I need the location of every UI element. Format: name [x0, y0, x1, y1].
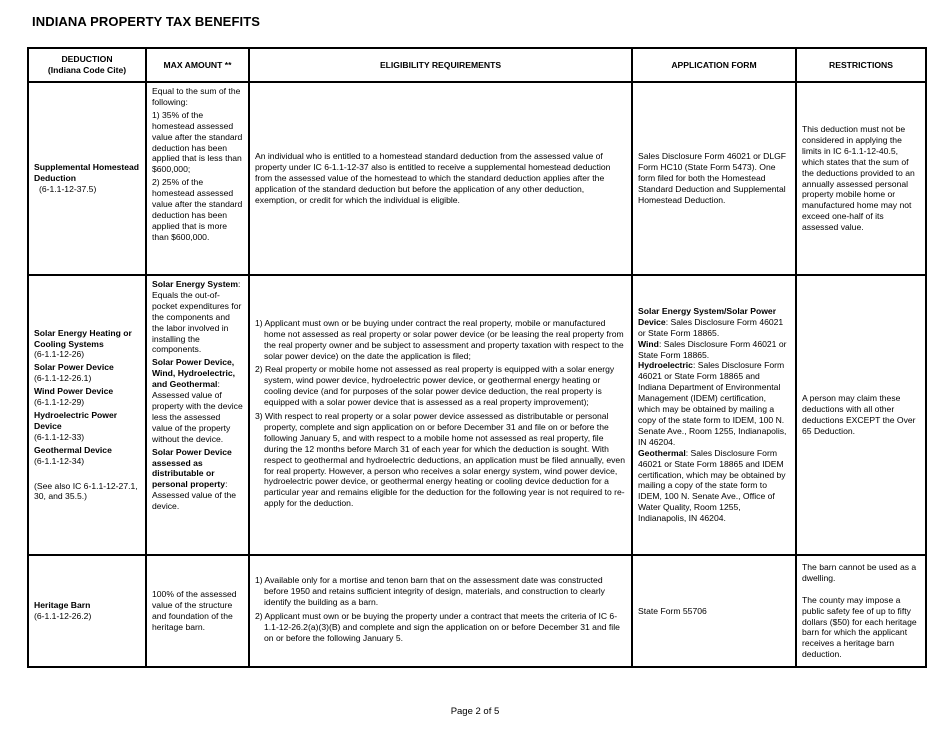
- list-item: 1) Applicant must own or be buying under contract the real property, mobile or manufactured home not assessed as real property or solar power device (or be leasing the real property from the real property owner and be subject to assessment and property taxation with respect to the solar power device) on the date the application is filed;: [255, 317, 624, 361]
- max-amount-cell: Equal to the sum of the following: 1) 35% of the homestead assessed value after the standard deduction has been applied that is less than $600,000; 2) 25% of the homestead assessed value after the standard deduction has been applied that is more than $600,000.: [146, 82, 249, 275]
- restrictions-cell: A person may claim these deductions with all other deductions EXCEPT the Over 65 Deduction.: [796, 275, 926, 555]
- application-form-cell: Sales Disclosure Form 46021 or DLGF Form HC10 (State Form 5473). One form filed for both the Homestead Standard Deduction and Supplemental Homestead Deduction.: [632, 82, 796, 275]
- table-row: [28, 275, 926, 555]
- list-item: 2) Applicant must own or be buying the property under a contract that meets the criteria of IC 6-1.1-12-26.2(a)(3)(B) and complete and sign the application on or before December 31 and file on or before the following January 5.: [255, 611, 620, 643]
- list-item: 1) Available only for a mortise and tenon barn that on the assessment date was constructed before 1950 and retains sufficient integrity of design, materials, and construction to clearly identify the building as a barn.: [255, 575, 605, 608]
- see-also: (See also IC 6-1.1-12-27.1, 30, and 35.5.): [34, 480, 138, 502]
- list-item: 3) With respect to real property or a solar power device assessed as distributable or personal property, complete and sign application on or before December 31 and file on or before the following January 5, and with respect to a mobile home not assessed as real property, file during the 12 months before March 31 of each year for which the deduction is sought. With respect to geothermal and hydroelectric deductions, an application must be filed annually, even for real property. However, a person who receives a solar energy system, wind power device, hydroelectric power device, or geothermal energy heating or cooling device deduction for a particular year and remains eligible for the deduction for the following year is not required to re-apply for the deduction.: [255, 411, 625, 509]
- restrictions-cell: The barn cannot be used as a dwelling. The county may impose a public safety fee of up to fifty dollars ($50) for each heritage barn for which the applicant receives a heritage barn deduction.: [796, 555, 926, 667]
- eligibility-cell: An individual who is entitled to a homestead standard deduction from the assessed value of property under IC 6-1.1-12-37 also is entitled to receive a supplemental homestead deduction from the assessed value of the homestead to which the standard deduction applies after the application of the standard deduction but before the application of any other deduction, exemption, or credit for which the individual is eligible.: [249, 82, 632, 275]
- benefits-table: [27, 47, 927, 668]
- max-amount-cell: Solar Energy System: Equals the out-of-pocket expenditures for the components and the labor involved in installing the components. Solar Power Device, Wind, Hydroelectric, and Geothermal: Assessed value of property with the device less the assessed value of the property without the device. Solar Power Device assessed as distributable or personal property: Assessed value of the device.: [146, 275, 249, 555]
- application-form-cell: Solar Energy System/Solar Power Device: Sales Disclosure Form 46021 or State Form 18865. Wind: Sales Disclosure Form 46021 or State Form 18865. Hydroelectric: Sales Disclosure Form 46021 or State Form 18865 and Indiana Department of Environmental Management (IDEM) certification, which may be obtained by mailing a copy of the state form to IDEM, 100 N. Senate Ave., Room 1255, Indianapolis, IN 46204. Geothermal: Sales Disclosure Form 46021 or State Form 18865 and IDEM certification, which may be obtained by mailing a copy of the state form to IDEM, 100 N. Senate Ave., Office of Water Quality, Room 1255, Indianapolis, IN 46204.: [632, 275, 796, 555]
- eligibility-cell: [249, 275, 632, 555]
- list-item: 2) Real property or mobile home not assessed as real property is equipped with a solar energy system, wind power device, hydroelectric power device, or geothermal energy heating or cooling device (and for purposes of the solar power device deduction, the real property is equipped with a solar power device that is assessed as a real property improvement);: [255, 364, 615, 408]
- page-number: Page 2 of 5: [450, 706, 500, 717]
- deduction-name: Supplemental Homestead Deduction: [34, 162, 140, 184]
- deduction-cite: (6-1.1-12-37.5): [39, 183, 97, 194]
- header-application-form: APPLICATION FORM: [632, 48, 796, 82]
- deduction-cell: [28, 82, 146, 275]
- deduction-cell: Solar Energy Heating or Cooling Systems (6-1.1-12-26) Solar Power Device (6-1.1-12-26.1) Wind Power Device (6-1.1-12-29) Hydroelectric Power Device (6-1.1-12-33) Geothermal Device (6-1.1-12-34) (See also IC 6-1.1-12-27.1, 30, and 35.5.): [28, 275, 146, 555]
- header-max-amount: MAX AMOUNT **: [146, 48, 249, 82]
- application-form-cell: State Form 55706: [632, 555, 796, 667]
- header-eligibility: ELIGIBILITY REQUIREMENTS: [249, 48, 632, 82]
- header-row: [28, 48, 926, 82]
- header-restrictions: RESTRICTIONS: [796, 48, 926, 82]
- restrictions-cell: This deduction must not be considered in applying the limits in IC 6-1.1-12-40.5, which states that the sum of the deductions provided to an annually assessed personal property mobile home or manufactured home may not exceed one-half of its assessed value.: [796, 82, 926, 275]
- table-row: [28, 555, 926, 667]
- eligibility-cell: [249, 555, 632, 667]
- max-amount-cell: 100% of the assessed value of the structure and foundation of the heritage barn.: [146, 555, 249, 667]
- deduction-cell: Heritage Barn (6-1.1-12-26.2): [28, 555, 146, 667]
- page-title: INDIANA PROPERTY TAX BENEFITS: [32, 14, 261, 29]
- header-deduction: DEDUCTION (Indiana Code Cite): [28, 48, 146, 82]
- table-row: [28, 82, 926, 275]
